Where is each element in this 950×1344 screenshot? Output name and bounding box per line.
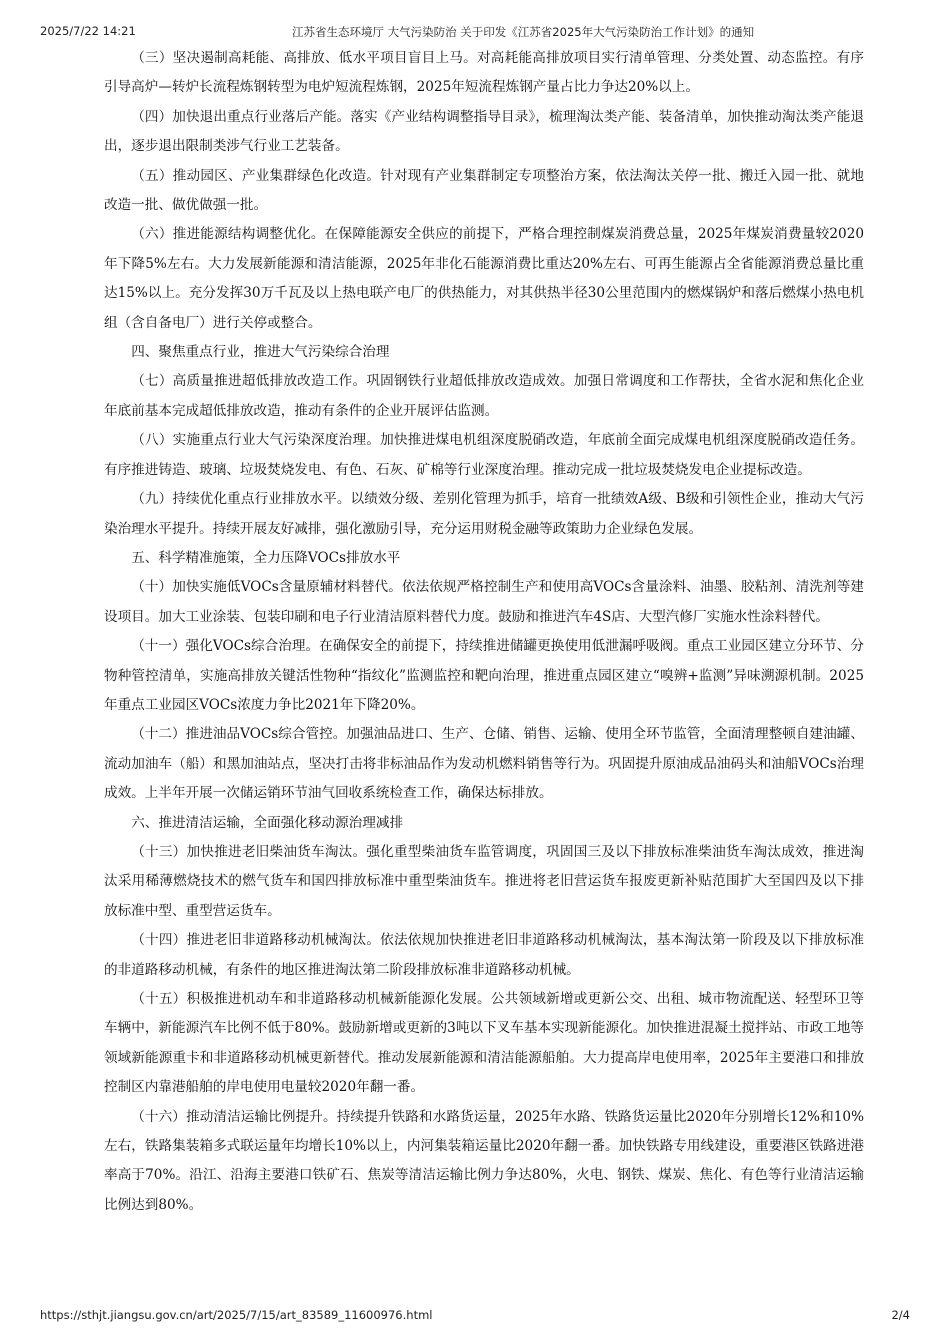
paragraph-item-3: （三）坚决遏制高耗能、高排放、低水平项目盲目上马。对高耗能高排放项目实行清单管理、分类处置、动态监控。有序引导高炉—转炉长流程炼钢转型为电炉短流程炼钢，2025年短流程炼钢产量占比力争达20%以上。 [104,50,864,96]
paragraph-item-16: （十六）推动清洁运输比例提升。持续提升铁路和水路货运量，2025年水路、铁路货运量比2020年分别增长12%和10%左右，铁路集装箱多式联运量年均增长10%以上，内河集装箱运量比2020年翻一番。加快铁路专用线建设，重要港区铁路进港率高于70%。沿江、沿海主要港口铁矿石、焦炭等清洁运输比例力争达80%，火电、钢铁、煤炭、焦化、有色等行业清洁运输比例达到80%。 [104,1108,864,1213]
paragraph-item-5: （五）推动园区、产业集群绿色化改造。针对现有产业集群制定专项整治方案，依法淘汰关停一批、搬迁入园一批、就地改造一批、做优做强一批。 [104,167,864,214]
print-source-url: https://sthjt.jiangsu.gov.cn/art/2025/7/15/art_83589_11600976.html [40,1308,433,1322]
paragraph-item-9: （九）持续优化重点行业排放水平。以绩效分级、差别化管理为抓手，培育一批绩效A级、B级和引领性企业，推动大气污染治理水平提升。持续开展友好减排，强化激励引导，充分运用财税金融等政策助力企业绿色发展。 [104,491,864,537]
section-heading-6: 六、推进清洁运输，全面强化移动源治理减排 [131,814,404,831]
document-body [104,44,864,1220]
print-page-number: 2/4 [891,1308,910,1322]
paragraph-item-10: （十）加快实施低VOCs含量原辅材料替代。依法依规严格控制生产和使用高VOCs含量涂料、油墨、胶粘剂、清洗剂等建设项目。加大工业涂装、包装印刷和电子行业清洁原料替代力度。鼓励和推进汽车4S店、大型汽修厂实施水性涂料替代。 [104,579,864,625]
paragraph-item-7: （七）高质量推进超低排放改造工作。巩固钢铁行业超低排放改造成效。加强日常调度和工作帮扶，全省水泥和焦化企业年底前基本完成超低排放改造，推动有条件的企业开展评估监测。 [104,373,864,419]
print-datetime: 2025/7/22 14:21 [40,24,136,38]
paragraph-item-8: （八）实施重点行业大气污染深度治理。加快推进煤电机组深度脱硝改造，年底前全面完成煤电机组深度脱硝改造任务。有序推进铸造、玻璃、垃圾焚烧发电、有色、石灰、矿棉等行业深度治理。推动完成一批垃圾焚烧发电企业提标改造。 [104,432,864,478]
paragraph-item-15: （十五）积极推进机动车和非道路移动机械新能源化发展。公共领域新增或更新公交、出租、城市物流配送、轻型环卫等车辆中，新能源汽车比例不低于80%。鼓励新增或更新的3吨以下叉车基本实现新能源化。加快推进混凝土搅拌站、市政工地等领域新能源重卡和非道路移动机械更新替代。推动发展新能源和清洁能源船舶。大力提高岸电使用率，2025年主要港口和排放控制区内靠港船舶的岸电使用电量较2020年翻一番。 [104,991,864,1096]
paragraph-item-11: （十一）强化VOCs综合治理。在确保安全的前提下，持续推进储罐更换使用低泄漏呼吸阀。重点工业园区建立分环节、分物种管控清单，实施高排放关键活性物种“指纹化”监测监控和靶向治理，推进重点园区建立“嗅辨+监测”异味溯源机制。2025年重点工业园区VOCs浓度力争比2021年下降20%。 [104,638,864,713]
section-heading-5: 五、科学精准施策，全力压降VOCs排放水平 [131,549,401,566]
paragraph-item-6: （六）推进能源结构调整优化。在保障能源安全供应的前提下，严格合理控制煤炭消费总量，2025年煤炭消费量较2020年下降5%左右。大力发展新能源和清洁能源，2025年非化石能源消费比重达20%左右、可再生能源占全省能源消费总量比重达15%以上。充分发挥30万千瓦及以上热电联产电厂的供热能力，对其供热半径30公里范围内的燃煤锅炉和落后燃煤小热电机组（含自备电厂）进行关停或整合。 [104,226,864,331]
print-page-title: 江苏省生态环境厅 大气污染防治 关于印发《江苏省2025年大气污染防治工作计划》的通知 [292,25,755,39]
paragraph-item-14: （十四）推进老旧非道路移动机械淘汰。依法依规加快推进老旧非道路移动机械淘汰，基本淘汰第一阶段及以下排放标准的非道路移动机械，有条件的地区推进淘汰第二阶段排放标准非道路移动机械。 [104,932,864,978]
paragraph-item-12: （十二）推进油品VOCs综合管控。加强油品进口、生产、仓储、销售、运输、使用全环节监管，全面清理整顿自建油罐、流动加油车（船）和黑加油站点，坚决打击将非标油品作为发动机燃料销售等行为。巩固提升原油成品油码头和油船VOCs治理成效。上半年开展一次储运销环节油气回收系统检查工作，确保达标排放。 [104,726,864,802]
paragraph-item-13: （十三）加快推进老旧柴油货车淘汰。强化重型柴油货车监管调度，巩固国三及以下排放标准柴油货车淘汰成效，推进淘汰采用稀薄燃烧技术的燃气货车和国四排放标准中重型柴油货车。推进将老旧营运货车报废更新补贴范围扩大至国四及以下排放标准中型、重型营运货车。 [104,843,864,919]
section-heading-4: 四、聚焦重点行业，推进大气污染综合治理 [131,344,390,361]
paragraph-item-4: （四）加快退出重点行业落后产能。落实《产业结构调整指导目录》，梳理淘汰类产能、装备清单，加快推动淘汰类产能退出，逐步退出限制类涉气行业工艺装备。 [104,108,864,155]
